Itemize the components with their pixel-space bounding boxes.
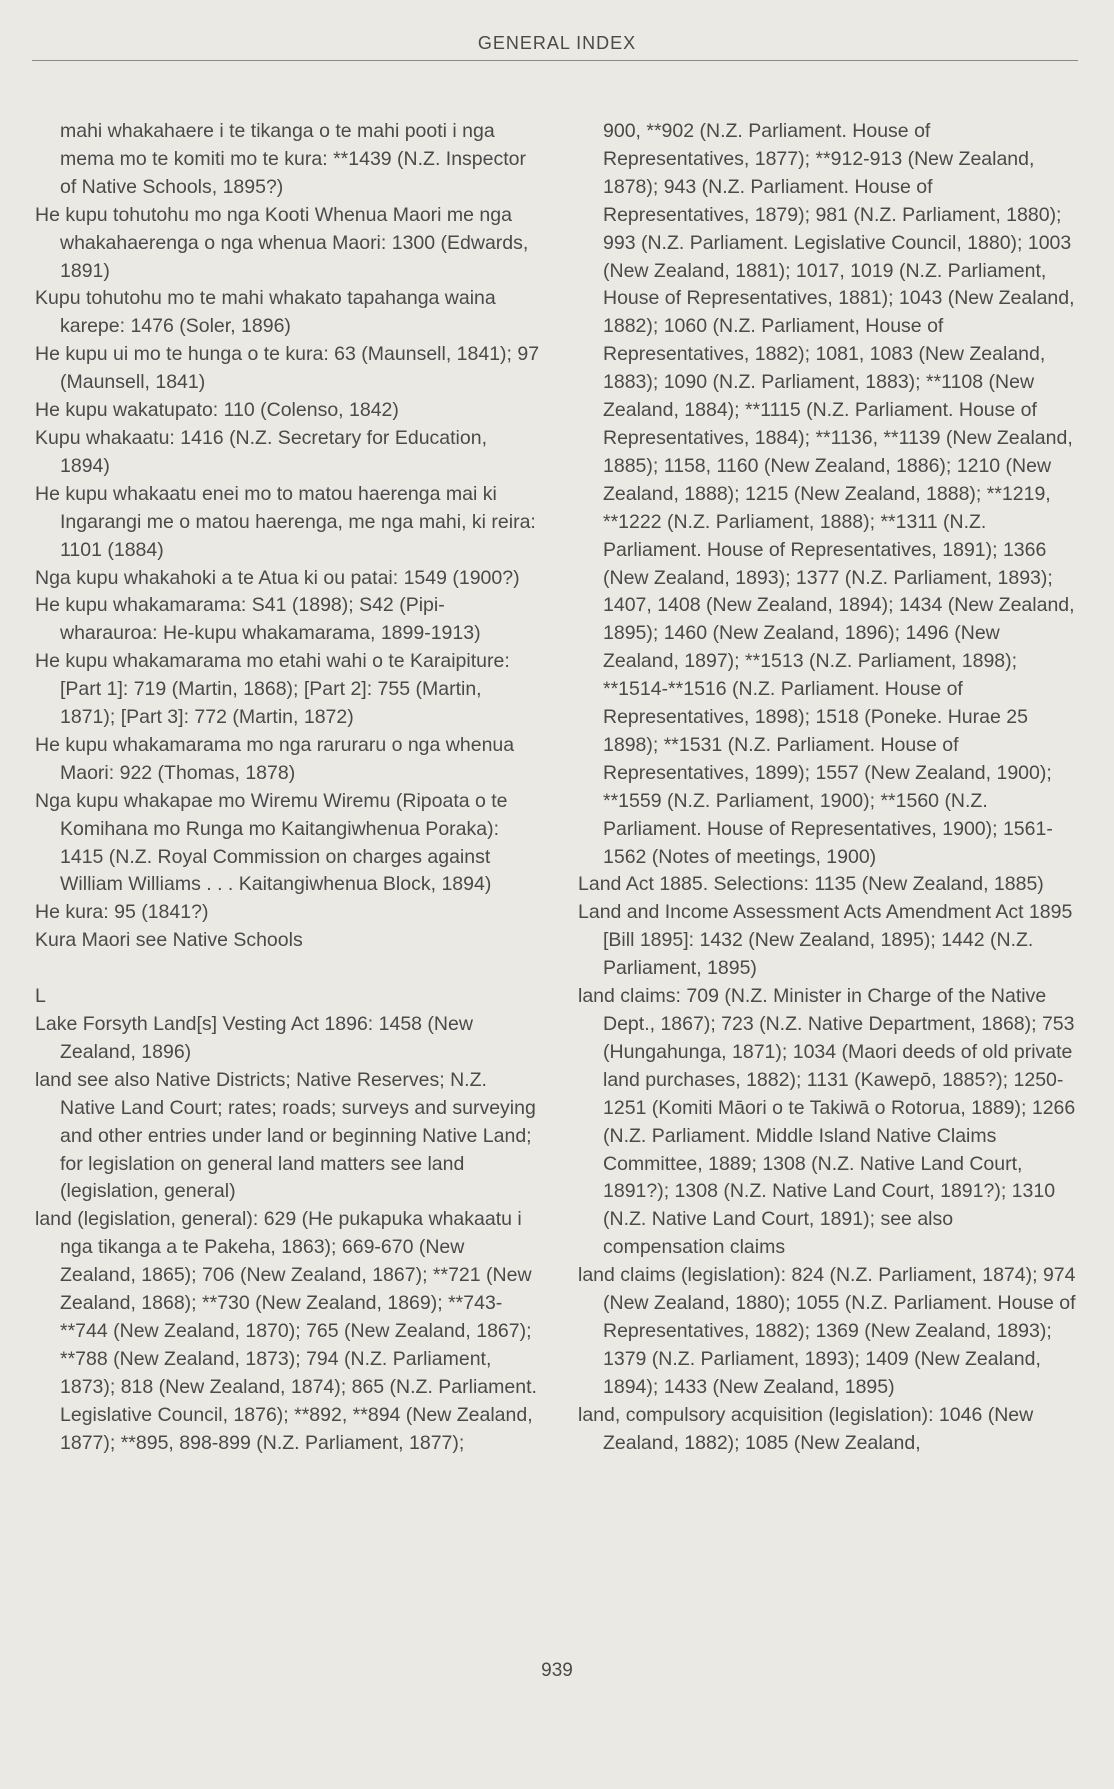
running-head: GENERAL INDEX: [477, 33, 637, 53]
index-entry: land see also Native Districts; Native Reserves; N.Z. Native Land Court; rates; roads; surveys and surveying and other entries under land or beginning Native Land; for legislation on general land matters see land (legislation, general): [35, 1068, 536, 1203]
left-column: [35, 118, 540, 1457]
index-entry: He kupu whakamarama mo etahi wahi o te Karaipiture: [Part 1]: 719 (Martin, 1868); [Part 2]: 755 (Martin, 1871); [Part 3]: 772 (Martin, 1872): [35, 650, 510, 729]
right-column: [578, 118, 1078, 1458]
index-entry: He kupu ui mo te hunga o te kura: 63 (Maunsell, 1841); 97 (Maunsell, 1841): [35, 343, 540, 394]
index-entry: 900, **902 (N.Z. Parliament. House of Representatives, 1877); **912-913 (New Zealand, 1878); 943 (N.Z. Parliament. House of Representatives, 1879); 981 (N.Z. Parliament, 1880); 993 (N.Z. Parliament. Legislative Council, 1880); 1003 (New Zealand, 1881); 1017, 1019 (N.Z. Parliament, House of Representatives, 1881); 1043 (New Zealand, 1882); 1060 (N.Z. Parliament, House of Representatives, 1882); 1081, 1083 (New Zealand, 1883); 1090 (N.Z. Parliament, 1883); **1108 (New Zealand, 1884); **1115 (N.Z. Parliament. House of Representatives, 1884); **1136, **1139 (New Zealand, 1885); 1158, 1160 (New Zealand, 1886); 1210 (New Zealand, 1888); 1215 (New Zealand, 1888); **1219, **1222 (N.Z. Parliament, 1888); **1311 (N.Z. Parliament. House of Representatives, 1891); 1366 (New Zealand, 1893); 1377 (N.Z. Parliament, 1893); 1407, 1408 (New Zealand, 1894); 1434 (New Zealand, 1895); 1460 (New Zealand, 1896); 1496 (New Zealand, 1897); **1513 (N.Z. Parliament, 1898); **1514-**1516 (N.Z. Parliament. House of Representatives, 1898); 1518 (Poneke. Hurae 25 1898); **1531 (N.Z. Parliament. House of Representatives, 1899); 1557 (New Zealand, 1900); **1559 (N.Z. Parliament, 1900); **1560 (N.Z. Parliament. House of Representatives, 1900); 1561-1562 (Notes of meetings, 1900): [603, 120, 1075, 868]
header-rule: [32, 60, 1078, 61]
index-entry: He kupu whakamarama: S41 (1898); S42 (Pipi-wharauroa: He-kupu whakamarama, 1899-1913): [35, 594, 481, 645]
index-entry: He kupu whakaatu enei mo to matou haerenga mai ki Ingarangi me o matou haerenga, me nga mahi, ki reira: 1101 (1884): [35, 482, 536, 561]
index-entry: land claims: 709 (N.Z. Minister in Charge of the Native Dept., 1867); 723 (N.Z. Native Department, 1868); 753 (Hungahunga, 1871); 1034 (Maori deeds of old private land purchases, 1882); 1131 (Kawepō, 1885?); 1250-1251 (Komiti Māori o te Takiwā o Rotorua, 1889); 1266 (N.Z. Parliament. Middle Island Native Claims Committee, 1889; 1308 (N.Z. Native Land Court, 1891?); 1308 (N.Z. Native Land Court, 1891?); 1310 (N.Z. Native Land Court, 1891); see also compensation claims: [578, 985, 1076, 1259]
index-entry: He kupu wakatupato: 110 (Colenso, 1842): [35, 399, 399, 422]
index-entry: Kupu tohutohu mo te mahi whakato tapahanga waina karepe: 1476 (Soler, 1896): [35, 287, 496, 338]
index-entry: mahi whakahaere i te tikanga o te mahi pooti i nga mema mo te komiti mo te kura: **1439 (N.Z. Inspector of Native Schools, 1895?): [60, 120, 527, 198]
index-entry: Nga kupu whakahoki a te Atua ki ou patai: 1549 (1900?): [35, 566, 520, 589]
index-entry: He kura: 95 (1841?): [35, 901, 209, 924]
index-entry: land claims (legislation): 824 (N.Z. Parliament, 1874); 974 (New Zealand, 1880); 1055 (N.Z. Parliament. House of Representatives, 1882); 1369 (New Zealand, 1893); 1379 (N.Z. Parliament, 1893); 1409 (New Zealand, 1894); 1433 (New Zealand, 1895): [578, 1264, 1076, 1398]
index-entry: Kura Maori see Native Schools: [35, 929, 303, 952]
section-letter: L: [35, 985, 46, 1008]
section-gap: [35, 955, 540, 983]
index-entry: He kupu tohutohu mo nga Kooti Whenua Maori me nga whakahaerenga o nga whenua Maori: 1300 (Edwards, 1891): [35, 203, 529, 282]
index-entry: Land and Income Assessment Acts Amendment Act 1895 [Bill 1895]: 1432 (New Zealand, 1895); 1442 (N.Z. Parliament, 1895): [578, 901, 1073, 980]
index-entry: land (legislation, general): 629 (He pukapuka whakaatu i nga tikanga a te Pakeha, 1863); 669-670 (New Zealand, 1865); 706 (New Zealand, 1867); **721 (New Zealand, 1868); **730 (New Zealand, 1869); **743-**744 (New Zealand, 1870); 765 (New Zealand, 1867); **788 (New Zealand, 1873); 794 (N.Z. Parliament, 1873); 818 (New Zealand, 1874); 865 (N.Z. Parliament. Legislative Council, 1876); **892, **894 (New Zealand, 1877); **895, 898-899 (N.Z. Parliament, 1877);: [35, 1208, 537, 1454]
index-entry: Land Act 1885. Selections: 1135 (New Zealand, 1885): [578, 873, 1044, 896]
index-entry: He kupu whakamarama mo nga raruraru o nga whenua Maori: 922 (Thomas, 1878): [35, 733, 515, 784]
index-entry: land, compulsory acquisition (legislation): 1046 (New Zealand, 1882); 1085 (New Zealand,: [578, 1403, 1034, 1454]
index-entry: Lake Forsyth Land[s] Vesting Act 1896: 1458 (New Zealand, 1896): [35, 1012, 473, 1063]
index-entry: Kupu whakaatu: 1416 (N.Z. Secretary for Education, 1894): [35, 426, 487, 477]
page-number: 939: [541, 1660, 573, 1681]
index-entry: Nga kupu whakapae mo Wiremu Wiremu (Ripoata o te Komihana mo Runga mo Kaitangiwhenua Poraka): 1415 (N.Z. Royal Commission on charges against William Williams . . . Kaitangiwhenua Block, 1894): [35, 789, 508, 896]
